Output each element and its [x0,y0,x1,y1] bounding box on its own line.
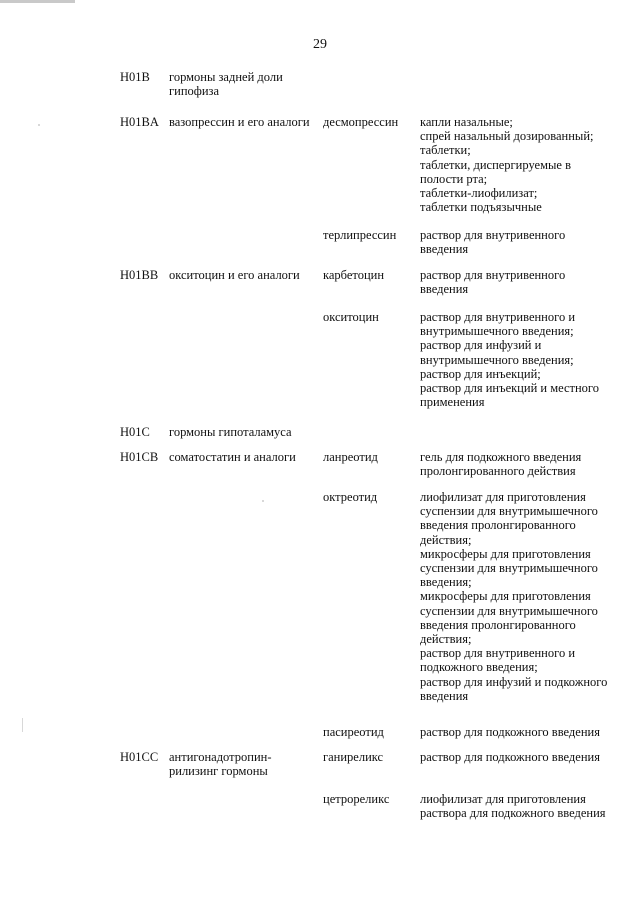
atc-group-name [169,425,319,439]
dosage-forms-line: таблетки-лиофилизат; [420,186,538,201]
dosage-forms-line: таблетки подъязычные [420,200,542,215]
atc-group-name [169,268,319,282]
substance-name-line: октреотид [323,490,378,504]
substance-name [323,228,415,242]
dosage-forms-line: раствор для внутривенного [420,228,566,242]
dosage-forms-line: применения [420,395,485,410]
dosage-forms-line: суспензии для внутримышечного [420,561,598,576]
dosage-forms-line: раствор для внутривенного [420,268,566,282]
atc-group-name-line: окситоцин и его аналоги [169,268,300,282]
atc-group-name [169,115,319,129]
substance-name [323,268,415,282]
atc-code: H01CB [120,450,159,464]
dosage-forms-line: лиофилизат для приготовления [420,792,586,806]
scan-edge-mark [0,0,75,3]
dosage-forms-line: введения пролонгированного [420,518,576,533]
dosage-forms-line: суспензии для внутримышечного [420,603,598,618]
substance-name-line: окситоцин [323,310,379,324]
dosage-forms-line: введения [420,242,469,257]
dosage-forms-line: введения; [420,575,472,590]
dosage-forms [420,115,625,214]
dosage-forms-line: лиофилизат для приготовления [420,490,586,504]
atc-code: H01BA [120,115,159,129]
substance-name [323,310,415,324]
substance-name-line: ганиреликс [323,750,384,764]
atc-code: H01C [120,425,150,439]
scan-speck [22,718,23,732]
dosage-forms [420,792,625,820]
substance-name [323,490,415,504]
dosage-forms-line: таблетки; [420,143,471,158]
substance-name-line: десмопрессин [323,115,399,129]
atc-group-name [169,70,319,98]
dosage-forms-line: таблетки, диспергируемые в [420,157,571,172]
substance-name-line: карбетоцин [323,268,385,282]
scan-speck [262,500,264,502]
atc-code: H01CC [120,750,159,764]
dosage-forms [420,310,625,409]
atc-code: H01BB [120,268,159,282]
substance-name [323,725,415,739]
dosage-forms-line: микросферы для приготовления [420,589,591,604]
dosage-forms-line: гель для подкожного введения [420,450,582,464]
atc-group-name-line: гормоны гипоталамуса [169,425,292,439]
dosage-forms [420,490,625,703]
dosage-forms-line: подкожного введения; [420,660,538,675]
atc-group-name [169,450,319,464]
dosage-forms-line: суспензии для внутримышечного [420,504,598,519]
dosage-forms-line: раствор для внутривенного и [420,646,576,661]
substance-name-line: терлипрессин [323,228,397,242]
dosage-forms-line: раствор для подкожного введения [420,725,600,739]
dosage-forms-line: капли назальные; [420,115,513,129]
dosage-forms-line: введения [420,688,469,703]
dosage-forms-line: раствор для инъекций; [420,366,541,381]
atc-code: H01B [120,70,150,84]
dosage-forms [420,228,625,256]
atc-group-name-line: соматостатин и аналоги [169,450,296,464]
dosage-forms-line: раствор для внутривенного и [420,310,576,324]
atc-group-name-line: антигонадотропин- [169,750,272,764]
dosage-forms-line: полости рта; [420,171,488,186]
dosage-forms-line: раствор для инфузий и подкожного [420,674,608,689]
scan-speck [38,124,40,126]
substance-name-line: ланреотид [323,450,378,464]
dosage-forms-line: пролонгированного действия [420,464,576,479]
dosage-forms [420,725,625,739]
atc-group-name-line: гипофиза [169,84,220,99]
dosage-forms-line: раствор для подкожного введения [420,750,600,764]
atc-group-name-line: гормоны задней доли [169,70,283,84]
substance-name [323,750,415,764]
substance-name [323,792,415,806]
dosage-forms-line: введения пролонгированного [420,617,576,632]
substance-name [323,115,415,129]
atc-group-name [169,750,319,778]
page-number: 29 [313,37,327,52]
dosage-forms [420,268,625,296]
atc-group-name-line: рилизинг гормоны [169,764,268,779]
atc-group-name-line: вазопрессин и его аналоги [169,115,310,129]
dosage-forms-line: микросферы для приготовления [420,546,591,561]
substance-name-line: пасиреотид [323,725,384,739]
dosage-forms-line: действия; [420,632,472,647]
substance-name-line: цетрореликс [323,792,390,806]
dosage-forms [420,450,625,478]
substance-name [323,450,415,464]
dosage-forms-line: введения [420,282,469,297]
dosage-forms-line: действия; [420,532,472,547]
dosage-forms-line: спрей назальный дозированный; [420,129,594,144]
dosage-forms-line: раствор для инфузий и [420,338,542,353]
dosage-forms-line: внутримышечного введения; [420,352,574,367]
dosage-forms [420,750,625,764]
dosage-forms-line: раствора для подкожного введения [420,806,606,821]
dosage-forms-line: внутримышечного введения; [420,324,574,339]
dosage-forms-line: раствор для инъекций и местного [420,381,599,396]
